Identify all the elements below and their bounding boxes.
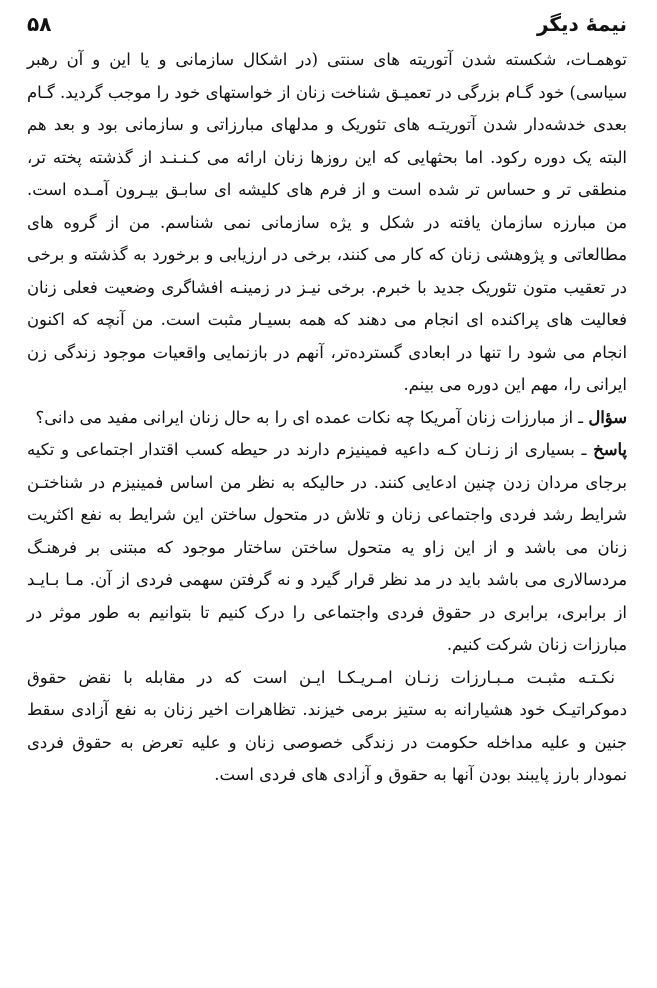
page-number: ۵۸ (27, 12, 52, 36)
closing-paragraph: نکـتـه مثبـت مـبـارزات زنـان امـریـکـا ایـن است که در مقابله با نقض حقوق دموکراتیـک خود هشیارانه به ستیز برمی خیزند. تظاهرات اخیر زنان به نفع آزادی سقط جنین و علیه مداخله حکومت در زندگی خصوصی زنان و علیه تعرض به حقوق فردی نمودار بارز پایبند بودن آنها به حقوق و آزادی های فردی است. (27, 667, 627, 784)
paragraph-continuation: توهمـات، شکسته شدن آتوریته های سنتی (در اشکال سازمانی و یا این و آن رهبر سیاسی) خود گـام بزرگی در تعمیـق شناخت زنان از خواستهای خود را موجب گردید. گـام بعدی خدشه‌دار شدن آتوریتـه های تئوریک و مدلهای مبارزاتی و سازمانی بود و بعد هم البته یک دوره رکود. اما بحثهایی که این روزها زنان ارائه می کـنـنـد از گذشته پخته تر، منطقی تر و حساس تر شده است و از فرم های کلیشه ای سابـق بیـرون آمـده است. من مبارزه سازمان یافته در شکل و یژه سازمانی نمی شناسم. من از گروه های مطالعاتی و پژوهشی زنان که کار می کنند، برخی در ارزیابی و برخورد به گذشته و برخی در تعقیب متون تئوریک جدید با خبرم. برخی نیـز در زمینـه افشاگری وضعیت فعلی زنان فعالیت های پراکنده ای انجام می دهند که همه بسیـار مثبت است. من آنچه که اکنون انجام می شود را تنها در ابعادی گسترده‌تر، آنهم در بازنمایی واقعیات موجود زندگی زن ایرانی را، مهم این دوره می بینم. (27, 50, 627, 394)
answer-text: ـ بسیاری از زنـان کـه داعیه فمینیزم دارند در حیطه کسب اقتدار اجتماعی و تکیه برجای مردان زدن چنین ادعایی کنند. در حالیکه به نظر من اساس فمینیزم در شناختـن شرایط رشد فردی واجتماعی زنان و تلاش در متحول ساختن این شرایط به نفع اکثریت زنان می باشد و از این زاو یه متحول ساختن ساختار موجود که مبتنی بر فرهنـگ مردسالاری می باشد باید در مد نظر قرار گیرد و نه گرفتن سهمی فردی از آن. مـا بـایـد از برابری، برابری در حقوق فردی واجتماعی را درک کنیم تا بتوانیم به طور موثر در مبارزات زنان شرکت کنیم. (27, 440, 627, 654)
question-paragraph (27, 402, 627, 435)
running-title: نیمهٔ دیگر (536, 12, 627, 36)
answer-paragraph (27, 434, 627, 662)
page-header (27, 4, 627, 44)
question-label: سؤال (588, 407, 627, 427)
question-text: ـ از مبارزات زنان آمریکا چه نکات عمده ای را به حال زنان ایرانی مفید می دانی؟ (35, 407, 589, 427)
answer-label: پاسخ (593, 440, 627, 459)
page-body (27, 44, 627, 792)
